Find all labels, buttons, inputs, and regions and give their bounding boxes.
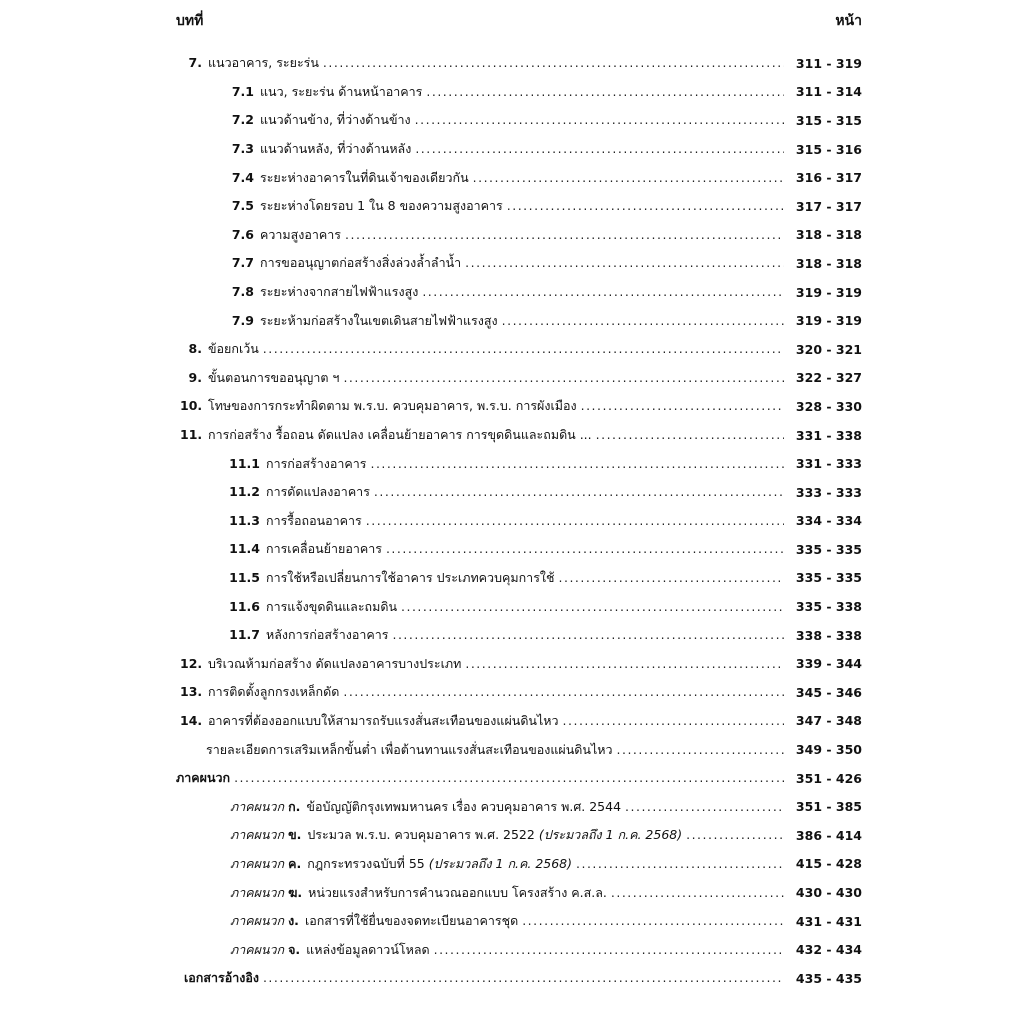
toc-entry xyxy=(0,935,1024,964)
section-number: 7.8 xyxy=(231,284,254,300)
toc-entry-text xyxy=(180,425,784,445)
section-number: 7.7 xyxy=(231,255,254,271)
section-title xyxy=(254,139,415,159)
section-title xyxy=(254,110,415,130)
section-number: 11.3 xyxy=(229,512,260,528)
section-title-text: แนว, ระยะร่น ด้านหน้าอาคาร xyxy=(260,83,423,99)
page-range: 338 - 338 xyxy=(792,628,862,643)
toc-entry-text xyxy=(180,396,784,416)
section-title xyxy=(176,768,234,788)
section-note: (ประมวลถึง 1 ก.ค. 2568) xyxy=(428,855,573,871)
section-title xyxy=(299,911,522,931)
toc-entry-text xyxy=(180,368,784,388)
dot-leader xyxy=(401,599,784,614)
toc-entry xyxy=(0,649,1024,678)
toc-entry xyxy=(0,335,1024,364)
toc-entry xyxy=(0,878,1024,907)
section-title-text: การเคลื่อนย้ายอาคาร xyxy=(266,541,382,557)
dot-leader xyxy=(374,484,784,499)
toc-entry xyxy=(0,850,1024,879)
page-range: 320 - 321 xyxy=(792,342,862,357)
toc-header xyxy=(176,10,862,36)
section-title-text: ระยะห่างอาคารในที่ดินเจ้าของเดียวกัน xyxy=(260,169,469,185)
section-title-text: ประมวล พ.ร.บ. ควบคุมอาคาร พ.ศ. 2522 xyxy=(307,827,535,843)
toc-entry xyxy=(0,507,1024,536)
toc-entry xyxy=(0,564,1024,593)
section-title-text: การดัดแปลงอาคาร xyxy=(266,484,370,500)
toc-entry-text xyxy=(230,797,784,817)
section-number: 11.6 xyxy=(229,598,260,614)
section-title xyxy=(260,568,559,588)
toc-entry-text xyxy=(226,139,784,159)
page-range: 351 - 426 xyxy=(792,771,862,786)
page-range: 351 - 385 xyxy=(792,799,862,814)
section-number: 7.2 xyxy=(231,112,254,128)
dot-leader xyxy=(625,799,784,814)
toc-entry xyxy=(0,249,1024,278)
toc-entry-text xyxy=(226,597,784,617)
dot-leader xyxy=(465,656,784,671)
toc-entry-text xyxy=(180,682,784,702)
dot-leader xyxy=(263,970,784,985)
section-number: 11. xyxy=(180,427,203,443)
dot-leader xyxy=(581,398,784,413)
toc-entry xyxy=(0,449,1024,478)
toc-entry xyxy=(0,421,1024,450)
section-title xyxy=(260,625,392,645)
page-range: 315 - 315 xyxy=(792,113,862,128)
toc-entry xyxy=(0,621,1024,650)
section-title-text: การขออนุญาตก่อสร้างสิ่งล่วงล้ำลำน้ำ xyxy=(260,255,462,271)
appendix-letter: ข. xyxy=(288,827,302,843)
section-title-text: หลังการก่อสร้างอาคาร xyxy=(266,627,389,643)
section-title xyxy=(260,511,366,531)
section-title xyxy=(302,883,611,903)
dot-leader xyxy=(415,112,784,127)
section-title xyxy=(300,940,433,960)
page-range: 345 - 346 xyxy=(792,685,862,700)
page-range: 430 - 430 xyxy=(792,885,862,900)
dot-leader xyxy=(386,541,784,556)
page-range: 319 - 319 xyxy=(792,285,862,300)
page-range: 318 - 318 xyxy=(792,256,862,271)
section-title-text: รายละเอียดการเสริมเหล็กขั้นต่ำ เพื่อต้านทานแรงสั่นสะเทือนของแผ่นดินไหว xyxy=(206,741,613,757)
section-title-text: หน่วยแรงสำหรับการคำนวณออกแบบ โครงสร้าง ค.ส.ล. xyxy=(308,884,607,900)
toc-entry xyxy=(0,707,1024,736)
appendix-label: ภาคผนวก xyxy=(230,798,285,814)
page-range: 432 - 434 xyxy=(792,942,862,957)
toc-entry-text xyxy=(226,225,784,245)
toc-entry-text xyxy=(226,454,784,474)
section-number: 9. xyxy=(188,369,202,385)
appendix-label: ภาคผนวก xyxy=(230,884,285,900)
page-range: 335 - 338 xyxy=(792,599,862,614)
toc-entry-text xyxy=(226,196,784,216)
toc-entry-text xyxy=(226,625,784,645)
toc-entry-text xyxy=(226,82,784,102)
toc-entry-text xyxy=(176,768,784,788)
dot-leader xyxy=(345,227,784,242)
section-title-text: ความสูงอาคาร xyxy=(260,226,341,242)
toc-entry xyxy=(0,392,1024,421)
page-range: 347 - 348 xyxy=(792,713,862,728)
page-range: 415 - 428 xyxy=(792,856,862,871)
section-title xyxy=(254,282,422,302)
toc-entry-text xyxy=(180,339,784,359)
appendix-letter: ค. xyxy=(288,855,302,871)
section-number: 8. xyxy=(188,341,202,357)
page-range: 315 - 316 xyxy=(792,142,862,157)
toc-entry xyxy=(0,192,1024,221)
dot-leader xyxy=(559,570,785,585)
toc-entry-text xyxy=(226,568,784,588)
section-title-text: ข้อบัญญัติกรุงเทพมหานคร เรื่อง ควบคุมอาคาร พ.ศ. 2544 xyxy=(306,798,622,814)
section-title xyxy=(260,454,370,474)
appendix-label: ภาคผนวก xyxy=(230,855,285,871)
section-number: 11.1 xyxy=(229,455,260,471)
dot-leader xyxy=(596,427,784,442)
chapter-column-label: บทที่ xyxy=(176,13,204,29)
page-range: 311 - 319 xyxy=(792,56,862,71)
section-title-text: โทษของการกระทำผิดตาม พ.ร.บ. ควบคุมอาคาร, พ.ร.บ. การผังเมือง xyxy=(208,398,577,414)
section-number: 11.4 xyxy=(229,541,260,557)
section-title xyxy=(300,797,625,817)
toc-entry xyxy=(0,592,1024,621)
toc-list xyxy=(0,49,1024,993)
dot-leader xyxy=(507,198,784,213)
section-title-text: การแจ้งขุดดินและถมดิน xyxy=(266,598,398,614)
page-range: 335 - 335 xyxy=(792,570,862,585)
page-range: 349 - 350 xyxy=(792,742,862,757)
toc-entry xyxy=(0,964,1024,993)
section-title-text: ระยะห่างจากสายไฟฟ้าแรงสูง xyxy=(260,284,419,300)
section-number: 7.6 xyxy=(231,226,254,242)
page-range: 335 - 335 xyxy=(792,542,862,557)
dot-leader xyxy=(522,913,784,928)
dot-leader xyxy=(473,170,784,185)
section-title xyxy=(206,740,617,760)
toc-entry xyxy=(0,735,1024,764)
section-title xyxy=(254,311,502,331)
section-title-text: การติดตั้งลูกกรงเหล็กดัด xyxy=(208,684,340,700)
page-range: 322 - 327 xyxy=(792,370,862,385)
section-number: 11.2 xyxy=(229,484,260,500)
section-title-text: เอกสารอ้างอิง xyxy=(184,970,259,986)
section-title-text: ระยะห้ามก่อสร้างในเขตเดินสายไฟฟ้าแรงสูง xyxy=(260,312,498,328)
section-title-text: กฎกระทรวงฉบับที่ 55 xyxy=(307,855,425,871)
section-title xyxy=(202,339,263,359)
toc-entry-text xyxy=(226,311,784,331)
section-title-text: ภาคผนวก xyxy=(176,770,231,786)
dot-leader xyxy=(576,856,784,871)
section-title xyxy=(254,225,345,245)
section-number: 7.1 xyxy=(231,83,254,99)
toc-entry-text xyxy=(184,968,784,988)
section-title xyxy=(202,425,596,445)
dot-leader xyxy=(234,770,784,785)
toc-entry xyxy=(0,135,1024,164)
dot-leader xyxy=(434,942,784,957)
toc-entry xyxy=(0,306,1024,335)
section-title-text: แนวด้านหลัง, ที่ว่างด้านหลัง xyxy=(260,141,412,157)
section-title xyxy=(202,654,465,674)
toc-entry-text xyxy=(226,511,784,531)
section-number: 14. xyxy=(180,712,203,728)
section-title xyxy=(202,711,563,731)
section-title xyxy=(301,854,576,874)
toc-entry-text xyxy=(230,854,784,874)
toc-entry xyxy=(0,278,1024,307)
section-title-text: แหล่งข้อมูลดาวน์โหลด xyxy=(306,941,430,957)
toc-entry xyxy=(0,106,1024,135)
dot-leader xyxy=(502,313,784,328)
dot-leader xyxy=(392,627,784,642)
section-title xyxy=(202,396,581,416)
dot-leader xyxy=(343,370,784,385)
page-range: 331 - 333 xyxy=(792,456,862,471)
dot-leader xyxy=(422,284,784,299)
toc-entry xyxy=(0,364,1024,393)
toc-entry-text xyxy=(230,825,784,845)
toc-entry-text xyxy=(226,110,784,130)
section-number: 7. xyxy=(188,55,202,71)
page-range: 431 - 431 xyxy=(792,914,862,929)
section-title-text: ระยะห่างโดยรอบ 1 ใน 8 ของความสูงอาคาร xyxy=(260,198,503,214)
dot-leader xyxy=(563,713,784,728)
page-column-label: หน้า xyxy=(835,13,862,29)
dot-leader xyxy=(366,513,784,528)
page-range: 311 - 314 xyxy=(792,84,862,99)
toc-entry-text xyxy=(226,253,784,273)
toc-entry xyxy=(0,678,1024,707)
section-title-text: ข้อยกเว้น xyxy=(208,341,259,357)
section-number: 7.9 xyxy=(231,312,254,328)
section-title-text: เอกสารที่ใช้ยื่นของจดทะเบียนอาคารชุด xyxy=(304,913,519,929)
appendix-letter: ง. xyxy=(288,913,299,929)
section-title xyxy=(254,253,465,273)
toc-entry-text xyxy=(226,539,784,559)
section-title-text: แนวด้านข้าง, ที่ว่างด้านข้าง xyxy=(260,112,411,128)
page-range: 334 - 334 xyxy=(792,513,862,528)
dot-leader xyxy=(343,684,784,699)
dot-leader xyxy=(323,55,784,70)
toc-entry-text xyxy=(180,53,784,73)
dot-leader xyxy=(415,141,784,156)
section-number: 13. xyxy=(180,684,203,700)
section-title xyxy=(260,539,386,559)
dot-leader xyxy=(370,456,784,471)
page-range: 316 - 317 xyxy=(792,170,862,185)
section-number: 12. xyxy=(180,655,203,671)
dot-leader xyxy=(611,885,784,900)
section-title-text: การก่อสร้างอาคาร xyxy=(266,455,367,471)
dot-leader xyxy=(686,827,784,842)
toc-entry-text xyxy=(226,482,784,502)
section-title xyxy=(202,53,323,73)
page-range: 386 - 414 xyxy=(792,828,862,843)
section-title xyxy=(202,682,343,702)
toc-entry-text xyxy=(230,940,784,960)
appendix-label: ภาคผนวก xyxy=(230,827,285,843)
toc-entry xyxy=(0,163,1024,192)
toc-entry xyxy=(0,764,1024,793)
section-title-text: บริเวณห้ามก่อสร้าง ดัดแปลงอาคารบางประเภท xyxy=(208,655,462,671)
toc-entry xyxy=(0,907,1024,936)
dot-leader xyxy=(263,341,784,356)
toc-entry xyxy=(0,821,1024,850)
toc-entry xyxy=(0,792,1024,821)
toc-entry xyxy=(0,478,1024,507)
section-title xyxy=(260,482,374,502)
section-title xyxy=(254,196,507,216)
toc-entry xyxy=(0,49,1024,78)
section-title-text: การก่อสร้าง รื้อถอน ดัดแปลง เคลื่อนย้ายอาคาร การขุดดินและถมดิน ... xyxy=(208,427,592,443)
section-number: 7.4 xyxy=(231,169,254,185)
section-title-text: การใช้หรือเปลี่ยนการใช้อาคาร ประเภทควบคุมการใช้ xyxy=(266,569,555,585)
section-title-text: ขั้นตอนการขออนุญาต ฯ xyxy=(208,369,340,385)
dot-leader xyxy=(465,255,784,270)
section-title-text: แนวอาคาร, ระยะร่น xyxy=(208,55,319,71)
toc-entry xyxy=(0,221,1024,250)
page-range: 319 - 319 xyxy=(792,313,862,328)
section-title-text: การรื้อถอนอาคาร xyxy=(266,512,362,528)
page-range: 435 - 435 xyxy=(792,971,862,986)
section-title xyxy=(260,597,401,617)
toc-entry xyxy=(0,78,1024,107)
page-range: 317 - 317 xyxy=(792,199,862,214)
page-range: 328 - 330 xyxy=(792,399,862,414)
appendix-label: ภาคผนวก xyxy=(230,941,285,957)
section-title-text: อาคารที่ต้องออกแบบให้สามารถรับแรงสั่นสะเทือนของแผ่นดินไหว xyxy=(208,712,559,728)
appendix-letter: จ. xyxy=(288,941,301,957)
section-number: 7.5 xyxy=(231,198,254,214)
section-title xyxy=(184,968,263,988)
section-title xyxy=(202,368,343,388)
appendix-letter: ฆ. xyxy=(288,884,303,900)
toc-entry-text xyxy=(226,282,784,302)
section-number: 7.3 xyxy=(231,141,254,157)
page-range: 339 - 344 xyxy=(792,656,862,671)
dot-leader xyxy=(426,84,784,99)
section-title xyxy=(301,825,686,845)
page-range: 333 - 333 xyxy=(792,485,862,500)
section-note: (ประมวลถึง 1 ก.ค. 2568) xyxy=(538,827,683,843)
toc-entry-text xyxy=(180,654,784,674)
appendix-label: ภาคผนวก xyxy=(230,913,285,929)
page-range: 331 - 338 xyxy=(792,428,862,443)
section-title xyxy=(254,82,426,102)
toc-entry-text xyxy=(230,911,784,931)
toc-entry xyxy=(0,535,1024,564)
appendix-letter: ก. xyxy=(288,798,301,814)
section-number: 11.7 xyxy=(229,627,260,643)
toc-entry-text xyxy=(230,883,784,903)
toc-entry-text xyxy=(206,740,784,760)
toc-entry-text xyxy=(180,711,784,731)
toc-entry-text xyxy=(226,168,784,188)
section-number: 11.5 xyxy=(229,569,260,585)
section-title xyxy=(254,168,473,188)
page-range: 318 - 318 xyxy=(792,227,862,242)
dot-leader xyxy=(617,742,784,757)
section-number: 10. xyxy=(180,398,203,414)
